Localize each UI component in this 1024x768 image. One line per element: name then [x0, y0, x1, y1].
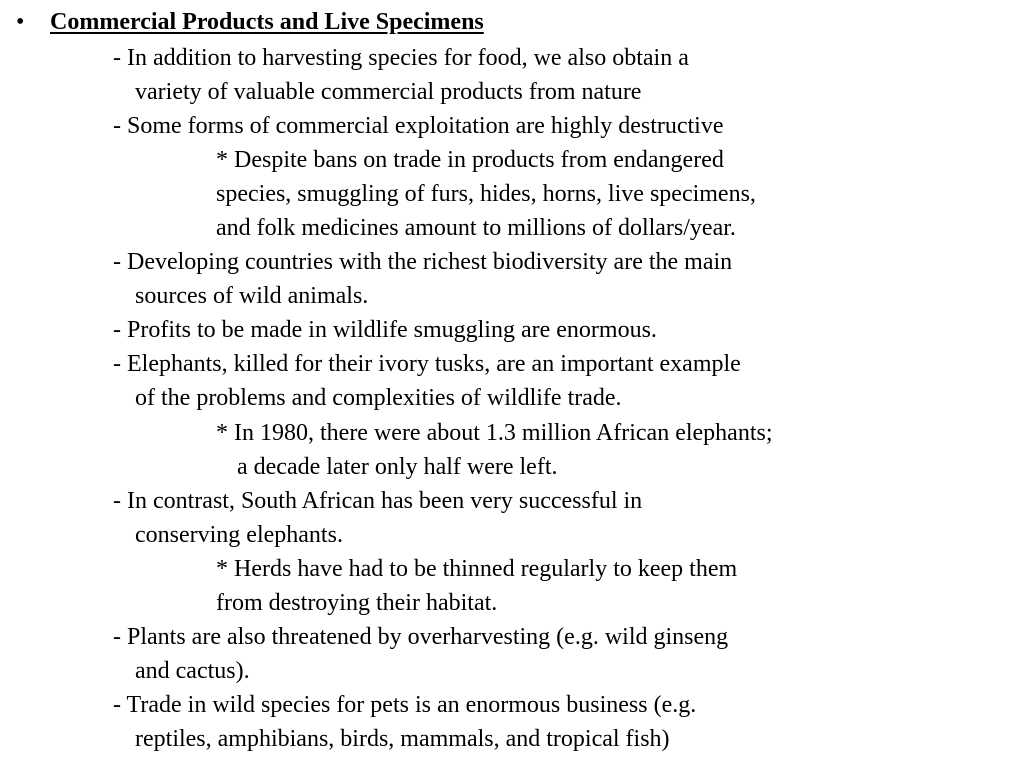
point-profits: - Profits to be made in wildlife smuggling are enormous.	[113, 317, 657, 343]
point-elephants: - Elephants, killed for their ivory tusks, are an important example	[113, 351, 741, 377]
subpoint-1980: * In 1980, there were about 1.3 million African elephants;	[216, 420, 773, 446]
point-south-africa: - In contrast, South African has been very successful in	[113, 488, 643, 514]
subpoint-bans: * Despite bans on trade in products from endangered	[216, 147, 724, 173]
point-plants-cont: and cactus).	[135, 658, 250, 684]
point-elephants-cont: of the problems and complexities of wildlife trade.	[135, 385, 622, 411]
subpoint-bans-cont-1: species, smuggling of furs, hides, horns, live specimens,	[216, 181, 756, 207]
point-pet-trade: - Trade in wild species for pets is an enormous business (e.g.	[113, 692, 697, 718]
subpoint-1980-cont: a decade later only half were left.	[237, 454, 558, 480]
title-bullet: •	[16, 9, 25, 35]
subpoint-bans-cont-2: and folk medicines amount to millions of dollars/year.	[216, 215, 736, 241]
point-developing-countries: - Developing countries with the richest biodiversity are the main	[113, 249, 733, 275]
subpoint-herds: * Herds have had to be thinned regularly to keep them	[216, 556, 738, 582]
point-plants: - Plants are also threatened by overharvesting (e.g. wild ginseng	[113, 624, 729, 650]
point-developing-countries-cont: sources of wild animals.	[135, 283, 369, 309]
point-harvesting: - In addition to harvesting species for food, we also obtain a	[113, 45, 689, 71]
point-harvesting-cont: variety of valuable commercial products from nature	[135, 79, 642, 105]
point-exploitation: - Some forms of commercial exploitation are highly destructive	[113, 113, 724, 139]
subpoint-herds-cont: from destroying their habitat.	[216, 590, 498, 616]
slide-title: Commercial Products and Live Specimens	[50, 9, 484, 35]
point-south-africa-cont: conserving elephants.	[135, 522, 343, 548]
point-pet-trade-cont: reptiles, amphibians, birds, mammals, and tropical fish)	[135, 726, 670, 752]
